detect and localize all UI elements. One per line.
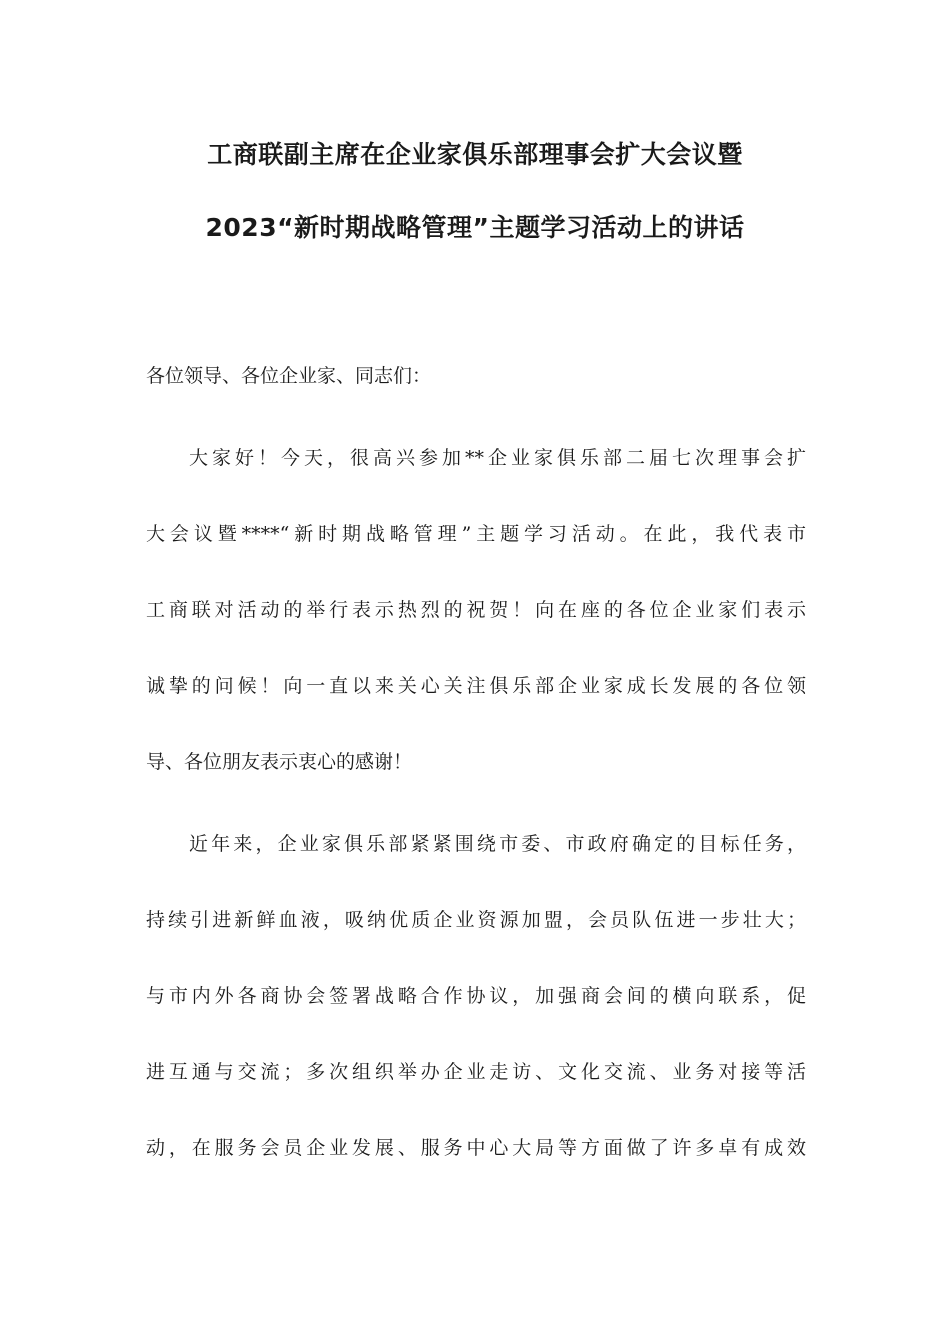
paragraph-2-line-3: 与市内外各商协会签署战略合作协议，加强商会间的横向联系，促 bbox=[146, 985, 806, 1007]
paragraph-1-line-1: 大家好！今天，很高兴参加**企业家俱乐部二届七次理事会扩 bbox=[189, 447, 806, 469]
paragraph-1-line-3: 工商联对活动的举行表示热烈的祝贺！向在座的各位企业家们表示 bbox=[146, 599, 806, 621]
paragraph-1-line-4: 诚挚的问候！向一直以来关心关注俱乐部企业家成长发展的各位领 bbox=[146, 675, 806, 697]
paragraph-2-line-4: 进互通与交流；多次组织举办企业走访、文化交流、业务对接等活 bbox=[146, 1061, 806, 1083]
paragraph-2-line-2: 持续引进新鲜血液，吸纳优质企业资源加盟，会员队伍进一步壮大； bbox=[146, 909, 806, 931]
document-title-line-2: 2023“新时期战略管理”主题学习活动上的讲话 bbox=[205, 213, 745, 242]
document-title-line-1: 工商联副主席在企业家俱乐部理事会扩大会议暨 bbox=[207, 140, 743, 169]
paragraph-2-line-5: 动，在服务会员企业发展、服务中心大局等方面做了许多卓有成效 bbox=[146, 1137, 806, 1159]
paragraph-1-line-5: 导、各位朋友表示衷心的感谢！ bbox=[146, 751, 413, 773]
paragraph-1-line-2: 大会议暨****“新时期战略管理”主题学习活动。在此，我代表市 bbox=[146, 523, 806, 545]
salutation: 各位领导、各位企业家、同志们： bbox=[146, 365, 432, 387]
paragraph-2-line-1: 近年来，企业家俱乐部紧紧围绕市委、市政府确定的目标任务， bbox=[189, 833, 806, 855]
